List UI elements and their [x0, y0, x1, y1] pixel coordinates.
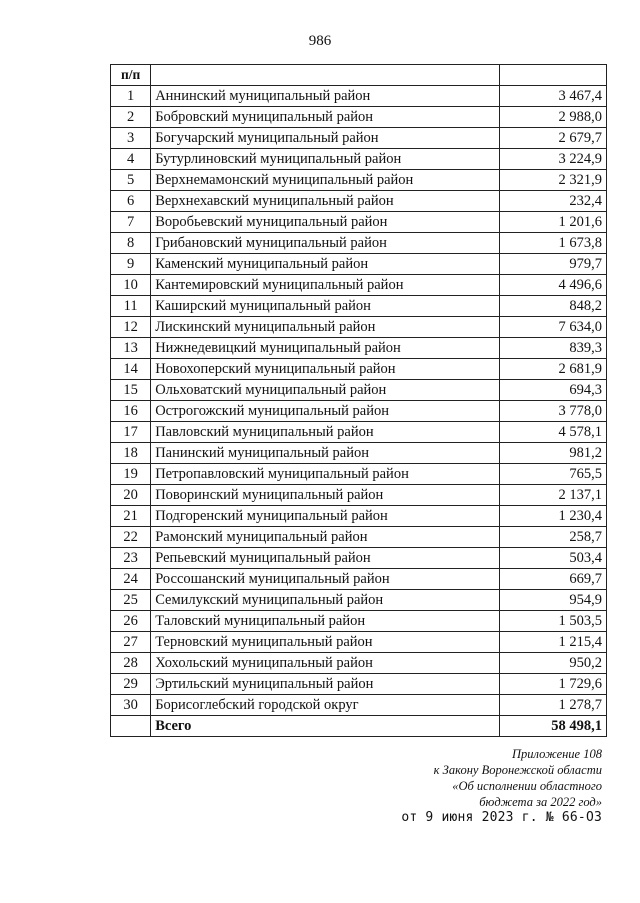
table-row: [111, 485, 607, 506]
table-row: [111, 464, 607, 485]
row-number: 2: [111, 107, 151, 128]
table-row: [111, 380, 607, 401]
row-value: 669,7: [499, 569, 606, 590]
row-value: 954,9: [499, 590, 606, 611]
row-number: 1: [111, 86, 151, 107]
row-value: 2 681,9: [499, 359, 606, 380]
row-district-name: Грибановский муниципальный район: [151, 233, 500, 254]
table-row: [111, 422, 607, 443]
appendix-line: Приложение 108: [512, 747, 602, 761]
appendix-block: [282, 746, 602, 810]
row-number: 4: [111, 149, 151, 170]
row-value: 503,4: [499, 548, 606, 569]
row-number: 13: [111, 338, 151, 359]
row-district-name: Павловский муниципальный район: [151, 422, 500, 443]
table-row: [111, 317, 607, 338]
row-number: 3: [111, 128, 151, 149]
row-number: 12: [111, 317, 151, 338]
row-number: 18: [111, 443, 151, 464]
row-number: 25: [111, 590, 151, 611]
row-value: 2 679,7: [499, 128, 606, 149]
row-value: 694,3: [499, 380, 606, 401]
row-value: 3 778,0: [499, 401, 606, 422]
row-value: 848,2: [499, 296, 606, 317]
row-value: 1 278,7: [499, 695, 606, 716]
total-label: Всего: [151, 716, 500, 737]
row-value: 1 503,5: [499, 611, 606, 632]
table-row: [111, 128, 607, 149]
row-number: 11: [111, 296, 151, 317]
table-row: [111, 359, 607, 380]
row-value: 1 729,6: [499, 674, 606, 695]
row-value: 1 201,6: [499, 212, 606, 233]
row-district-name: Кантемировский муниципальный район: [151, 275, 500, 296]
row-value: 2 137,1: [499, 485, 606, 506]
data-table: [110, 64, 607, 737]
table-row: [111, 401, 607, 422]
row-value: 950,2: [499, 653, 606, 674]
header-name: [151, 65, 500, 86]
row-value: 1 673,8: [499, 233, 606, 254]
total-value: 58 498,1: [499, 716, 606, 737]
row-district-name: Хохольский муниципальный район: [151, 653, 500, 674]
row-number: 23: [111, 548, 151, 569]
table-row: [111, 443, 607, 464]
row-district-name: Панинский муниципальный район: [151, 443, 500, 464]
row-number: 14: [111, 359, 151, 380]
row-value: 839,3: [499, 338, 606, 359]
row-value: 258,7: [499, 527, 606, 548]
row-district-name: Рамонский муниципальный район: [151, 527, 500, 548]
row-number: 10: [111, 275, 151, 296]
row-number: 26: [111, 611, 151, 632]
appendix-line: к Закону Воронежской области: [433, 763, 602, 777]
row-value: 2 988,0: [499, 107, 606, 128]
row-value: 979,7: [499, 254, 606, 275]
appendix-line: «Об исполнении областного: [452, 779, 602, 793]
table-row: [111, 107, 607, 128]
row-value: 2 321,9: [499, 170, 606, 191]
row-number: 6: [111, 191, 151, 212]
row-district-name: Аннинский муниципальный район: [151, 86, 500, 107]
row-district-name: Воробьевский муниципальный район: [151, 212, 500, 233]
row-value: 7 634,0: [499, 317, 606, 338]
row-district-name: Поворинский муниципальный район: [151, 485, 500, 506]
row-district-name: Бутурлиновский муниципальный район: [151, 149, 500, 170]
row-number: 16: [111, 401, 151, 422]
row-number: 24: [111, 569, 151, 590]
row-value: 765,5: [499, 464, 606, 485]
row-district-name: Богучарский муниципальный район: [151, 128, 500, 149]
row-district-name: Эртильский муниципальный район: [151, 674, 500, 695]
table-row: [111, 506, 607, 527]
row-district-name: Россошанский муниципальный район: [151, 569, 500, 590]
header-num: п/п: [111, 65, 151, 86]
table-row: [111, 191, 607, 212]
row-district-name: Новохоперский муниципальный район: [151, 359, 500, 380]
row-district-name: Семилукский муниципальный район: [151, 590, 500, 611]
total-num-cell: [111, 716, 151, 737]
appendix-line: бюджета за 2022 год»: [479, 795, 602, 809]
table-row: [111, 674, 607, 695]
row-district-name: Каменский муниципальный район: [151, 254, 500, 275]
row-number: 15: [111, 380, 151, 401]
table-row: [111, 527, 607, 548]
header-value: [499, 65, 606, 86]
row-number: 20: [111, 485, 151, 506]
row-number: 17: [111, 422, 151, 443]
table-row: [111, 149, 607, 170]
table-header-row: [111, 65, 607, 86]
table-row: [111, 611, 607, 632]
table-row: [111, 695, 607, 716]
row-number: 22: [111, 527, 151, 548]
row-value: 3 467,4: [499, 86, 606, 107]
row-number: 30: [111, 695, 151, 716]
total-row: [111, 716, 607, 737]
row-value: 1 230,4: [499, 506, 606, 527]
row-district-name: Лискинский муниципальный район: [151, 317, 500, 338]
table-row: [111, 548, 607, 569]
row-value: 1 215,4: [499, 632, 606, 653]
table-row: [111, 653, 607, 674]
row-number: 28: [111, 653, 151, 674]
table-row: [111, 338, 607, 359]
row-number: 8: [111, 233, 151, 254]
row-district-name: Бобровский муниципальный район: [151, 107, 500, 128]
row-district-name: Подгоренский муниципальный район: [151, 506, 500, 527]
row-district-name: Терновский муниципальный район: [151, 632, 500, 653]
row-district-name: Нижнедевицкий муниципальный район: [151, 338, 500, 359]
row-district-name: Ольховатский муниципальный район: [151, 380, 500, 401]
row-district-name: Острогожский муниципальный район: [151, 401, 500, 422]
table-row: [111, 590, 607, 611]
table-row: [111, 254, 607, 275]
row-value: 4 578,1: [499, 422, 606, 443]
row-district-name: Верхнехавский муниципальный район: [151, 191, 500, 212]
row-district-name: Каширский муниципальный район: [151, 296, 500, 317]
row-district-name: Репьевский муниципальный район: [151, 548, 500, 569]
row-value: 981,2: [499, 443, 606, 464]
row-number: 7: [111, 212, 151, 233]
table-row: [111, 296, 607, 317]
row-district-name: Верхнемамонский муниципальный район: [151, 170, 500, 191]
table-row: [111, 632, 607, 653]
row-value: 4 496,6: [499, 275, 606, 296]
row-district-name: Таловский муниципальный район: [151, 611, 500, 632]
table-body: [111, 86, 607, 716]
row-value: 232,4: [499, 191, 606, 212]
page-number: 986: [308, 33, 332, 49]
row-number: 5: [111, 170, 151, 191]
appendix-date: от 9 июня 2023 г. № 66-ОЗ: [401, 810, 602, 825]
row-value: 3 224,9: [499, 149, 606, 170]
table-row: [111, 233, 607, 254]
row-number: 9: [111, 254, 151, 275]
row-number: 27: [111, 632, 151, 653]
table-row: [111, 86, 607, 107]
row-number: 19: [111, 464, 151, 485]
table-row: [111, 170, 607, 191]
row-district-name: Петропавловский муниципальный район: [151, 464, 500, 485]
row-number: 29: [111, 674, 151, 695]
table-row: [111, 569, 607, 590]
table-row: [111, 212, 607, 233]
table-row: [111, 275, 607, 296]
row-district-name: Борисоглебский городской округ: [151, 695, 500, 716]
row-number: 21: [111, 506, 151, 527]
